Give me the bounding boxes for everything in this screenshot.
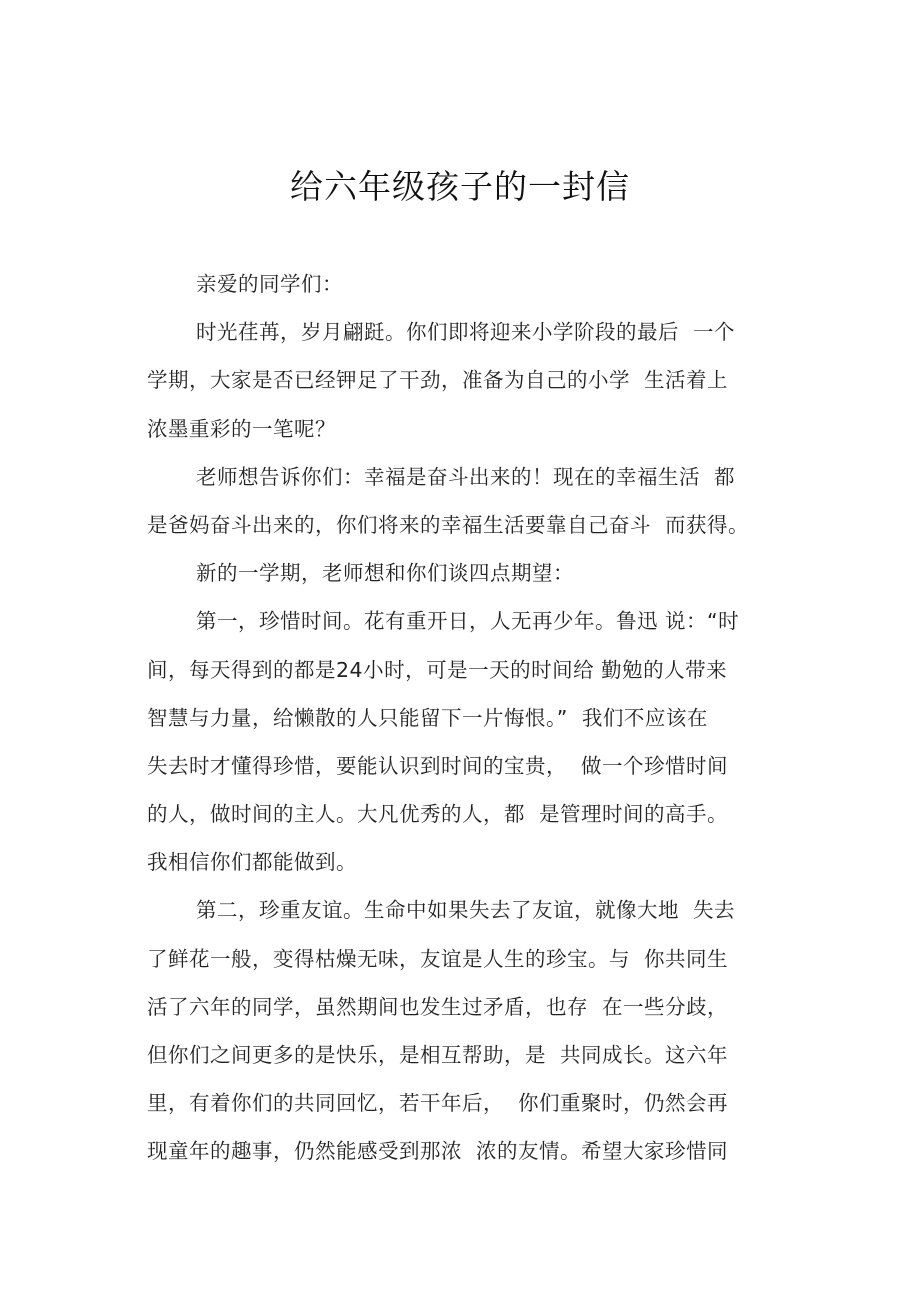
text-line: 第一，珍惜时间。花有重开日，人无再少年。鲁迅 说：“时 [196,609,740,634]
text-line: 第二，珍重友谊。生命中如果失去了友谊，就像大地 失去 [196,898,736,923]
text-line: 但你们之间更多的是快乐，是相互帮助，是 共同成长。这六年 [147,1043,729,1067]
text-line: 浓墨重彩的一笔呢？ [147,416,336,441]
page-title: 给六年级孩子的一封信 [290,167,630,206]
text-line: 里，有着你们的共同回忆，若干年后， 你们重聚时，仍然会再 [147,1091,729,1116]
text-line: 的人，做时间的主人。大凡优秀的人，都 是管理时间的高手。 [147,802,729,827]
letter-body [147,260,807,1176]
text-line: 学期，大家是否已经钾足了干劲，准备为自己的小学 生活着上 [147,368,729,393]
text-line: 间，每天得到的都是24小时，可是一天的时间给 勤勉的人带来 [147,657,728,682]
text-line: 智慧与力量，给懒散的人只能留下一片悔恨。” 我们不应该在 [147,705,708,730]
text-line: 新的一学期，老师想和你们谈四点期望： [196,561,574,586]
text-line: 现童年的趣事，仍然能感受到那浓 浓的友情。希望大家珍惜同 [147,1139,729,1164]
text-line: 我相信你们都能做到。 [147,850,357,875]
text-line: 是爸妈奋斗出来的，你们将来的幸福生活要靠自己奋斗 而获得。 [147,512,750,537]
text-line: 了鲜花一般，变得枯燥无味，友谊是人生的珍宝。与 你共同生 [147,946,729,971]
text-line: 失去时才懂得珍惜，要能认识到时间的宝贵， 做一个珍惜时间 [147,753,729,778]
text-line: 亲爱的同学们： [196,272,343,296]
text-line: 时光荏苒，岁月翩跹。你们即将迎来小学阶段的最后 一个 [196,320,736,345]
text-line: 活了六年的同学，虽然期间也发生过矛盾，也存 在一些分歧， [147,994,729,1019]
text-line: 老师想告诉你们：幸福是奋斗出来的！现在的幸福生活 都 [196,464,736,489]
